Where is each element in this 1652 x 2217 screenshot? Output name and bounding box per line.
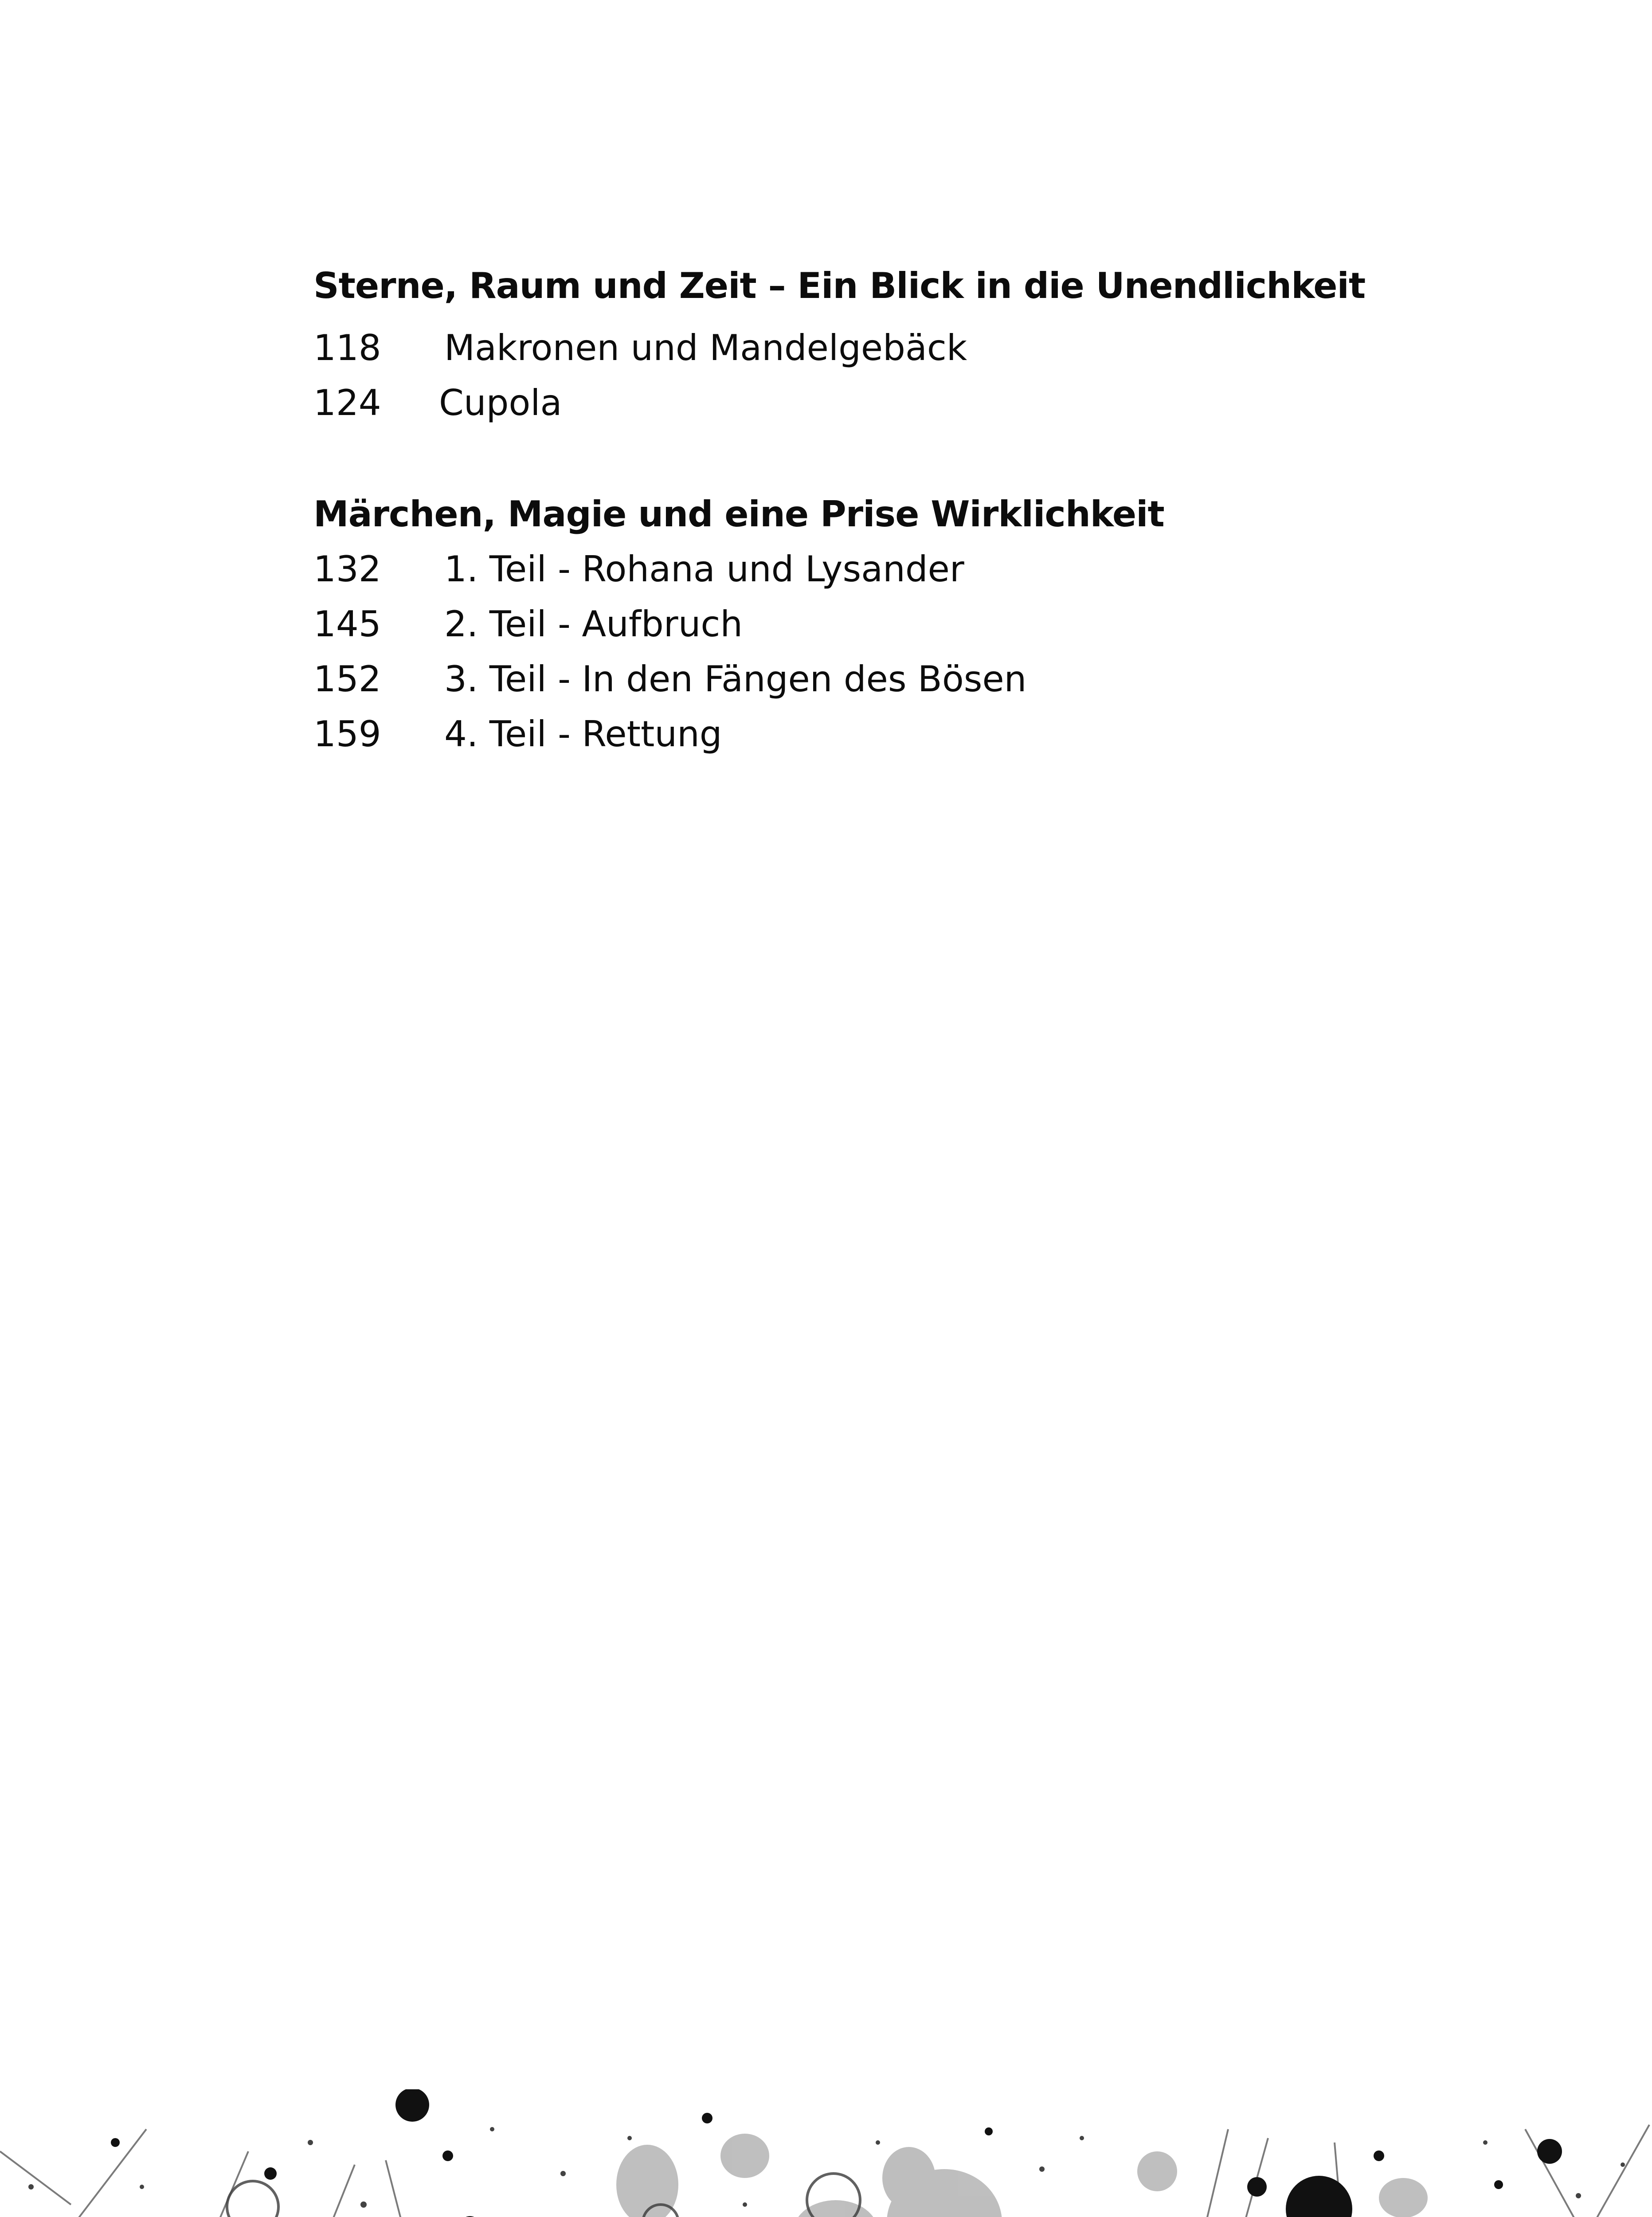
ink-splatter-decoration [0, 2089, 1652, 2217]
entry-title: Cupola [439, 382, 562, 423]
page-number: 124 [313, 382, 381, 423]
section-title: Sterne, Raum und Zeit – Ein Blick in die Unendlichkeit [313, 265, 1366, 306]
entry-title: 1. Teil - Rohana und Lysander [444, 548, 964, 590]
entry-title: Makronen und Mandelgebäck [444, 327, 967, 368]
entry-title: 2. Teil - Aufbruch [444, 603, 743, 645]
page-number: 159 [313, 713, 381, 755]
page-number: 152 [313, 658, 381, 700]
page-number: 145 [313, 603, 381, 645]
page-number: 118 [313, 327, 381, 368]
page-number: 132 [313, 548, 381, 590]
entry-title: 3. Teil - In den Fängen des Bösen [444, 658, 1027, 700]
ink-rings [227, 2174, 1139, 2217]
entry-title: 4. Teil - Rettung [444, 713, 722, 755]
section-title: Märchen, Magie und eine Prise Wirklichkeit [313, 494, 1164, 535]
